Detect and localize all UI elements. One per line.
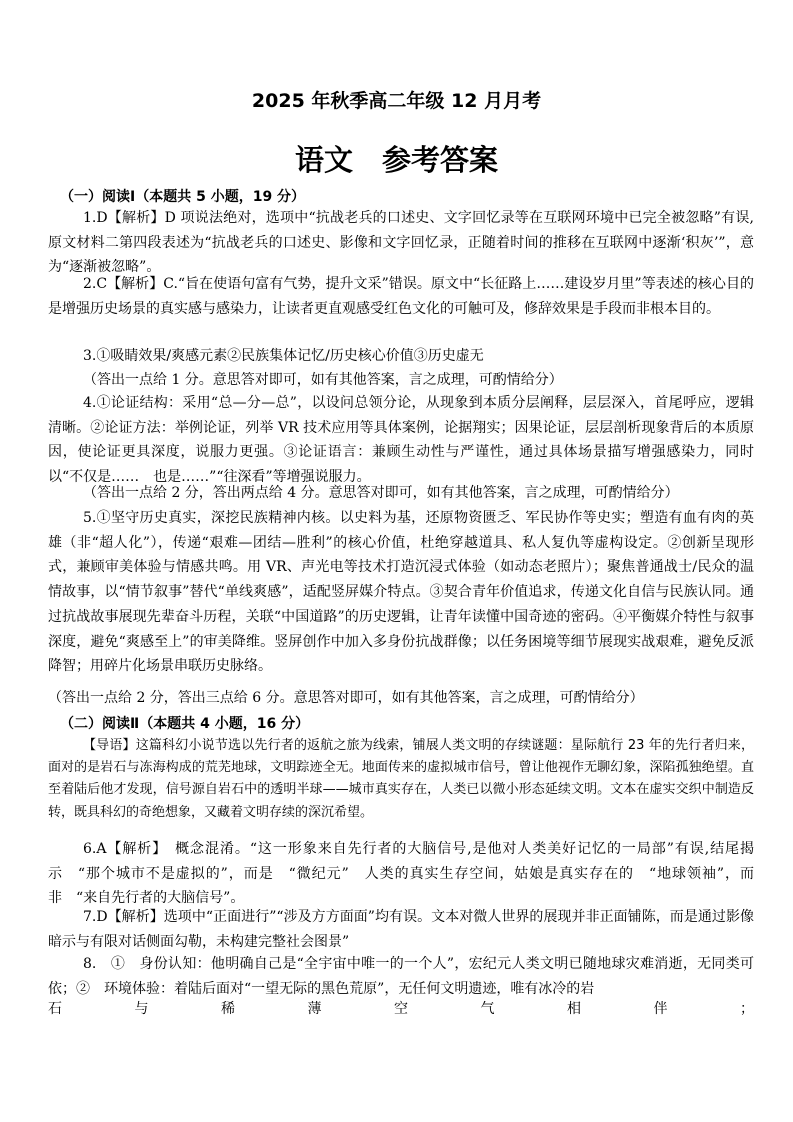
tail-char: 与 [134, 1001, 149, 1017]
answer-q4: 4.①论证结构：采用“总—分—总”，以设问总领分论，从现象到本质分层阐释，层层深入，首尾呼应，逻辑清晰。②论证方法：举例论证，列举 VR 技术应用等具体案例，论据翔实；因果论证，层层剖析现象背后的本质原因，使论证更具深度，说服力更强。③论证语言：兼顾生动性与严谨性，通过具体场景描写增强感染力，同时以“不仅是…… 也是……”“往深看”等增强说服力。 [48, 395, 754, 486]
section2-heading: （二）阅读Ⅱ（本题共 4 小题，16 分） [60, 716, 310, 732]
exam-title: 2025 年秋季高二年级 12 月月考 [251, 90, 542, 112]
tail-char: 稀 [221, 1001, 235, 1017]
answer-q8: 8. ① 身份认知：他明确自己是“全宇宙中唯一的一个人”，宏纪元人类文明已随地球灾难消逝，无同类可依；② 环境体验：着陆后面对“一望无际的黑色荒原”，无任何文明遗迹，唯有冰冷的岩 [48, 956, 754, 997]
daoyu-intro: 【导语】这篇科幻小说节选以先行者的返航之旅为线索，铺展人类文明的存续谜题：星际航行 23 年的先行者归来，面对的是岩石与冻海构成的荒芜地球，文明踪迹全无。地面传来的虚拟城市信号，曾让他视作无聊幻象，深陷孤独绝望。直至着陆后他才发现，信号源自岩石中的透明半球——城市真实存在，人类已以微小形态延续文明。文本在虚实交织中制造反转，既具科幻的奇绝想象，又藏着文明存续的深沉希望。 [48, 738, 754, 820]
tail-char: 石 [48, 1001, 62, 1017]
tail-char: 空 [394, 1001, 408, 1017]
tail-char: 相 [567, 1001, 581, 1017]
answer-q3-note: （答出一点给 1 分。意思答对即可，如有其他答案，言之成理，可酌情给分） [83, 372, 563, 388]
tail-char: 薄 [307, 1001, 322, 1017]
answer-q1: 1.D【解析】D 项说法绝对，选项中“抗战老兵的口述史、文字回忆录等在互联网环境中已完全被忽略”有误,原文材料二第四段表述为“抗战老兵的口述史、影像和文字回忆录，正随着时间的推移在互联网中逐渐‘积灰’”，意为“逐渐被忽略”。 [48, 210, 754, 276]
answer-q2: 2.C【解析】C.“旨在使语句富有气势，提升文采”错误。原文中“长征路上……建设岁月里”等表述的核心目的是增强历史场景的真实感与感染力，让读者更直观感受红色文化的可触可及，修辞效果是手段而非根本目的。 [48, 276, 754, 317]
answer-q3: 3.①吸睛效果/爽感元素②民族集体记忆/历史核心价值③历史虚无 [83, 348, 484, 364]
answer-q5-note: （答出一点给 2 分，答出三点给 6 分。意思答对即可，如有其他答案，言之成理，可酌情给分） [48, 690, 644, 706]
answer-q8-tail [48, 998, 754, 1018]
answer-q7: 7.D【解析】选项中“正面进行”“涉及方方面面”均有误。文本对微人世界的展现并非正面铺陈，而是通过影像暗示与有限对话侧面勾勒，未构建完整社会图景” [48, 909, 754, 950]
tail-char: ； [740, 1001, 754, 1017]
subject-title: 语文 参考答案 [294, 143, 498, 177]
section1-heading: （一）阅读Ⅰ（本题共 5 小题，19 分） [60, 189, 306, 205]
answer-q6: 6.A【解析】 概念混淆。“这一形象来自先行者的大脑信号,是他对人类美好记忆的一局部”有误,结尾揭示 “那个城市不是虚拟的”，而是 “微纪元” 人类的真实生存空间，姑娘是真实存在的 “地球领袖”，而非 “来自先行者的大脑信号”。 [48, 841, 754, 907]
answer-q5: 5.①坚守历史真实，深挖民族精神内核。以史料为基，还原物资匮乏、军民协作等史实；塑造有血有肉的英雄（非“超人化”），传递“艰难—团结—胜利”的核心价值，杜绝穿越道具、私人复仇等虚构设定。②创新呈现形式，兼顾审美体验与情感共鸣。用 VR、声光电等技术打造沉浸式体验（如动态老照片）；聚焦普通战士/民众的温情故事，以“情节叙事”替代“单线爽感”，适配竖屏媒介特点。③契合青年价值追求，传递文化自信与民族认同。通过抗战故事展现先辈奋斗历程，关联“中国道路”的历史逻辑，让青年读懂中国奇迹的密码。④平衡媒介特性与叙事深度，避免“爽感至上”的审美降维。竖屏创作中加入多身份抗战群像；以任务困境等细节展现实战艰难，避免反派降智；用碎片化场景串联历史脉络。 [48, 510, 754, 675]
answer-q4-note: （答出一点给 2 分，答出两点给 4 分。意思答对即可，如有其他答案，言之成理，可酌情给分） [83, 485, 679, 501]
tail-char: 气 [480, 1001, 495, 1017]
tail-char: 伴 [653, 1001, 668, 1017]
